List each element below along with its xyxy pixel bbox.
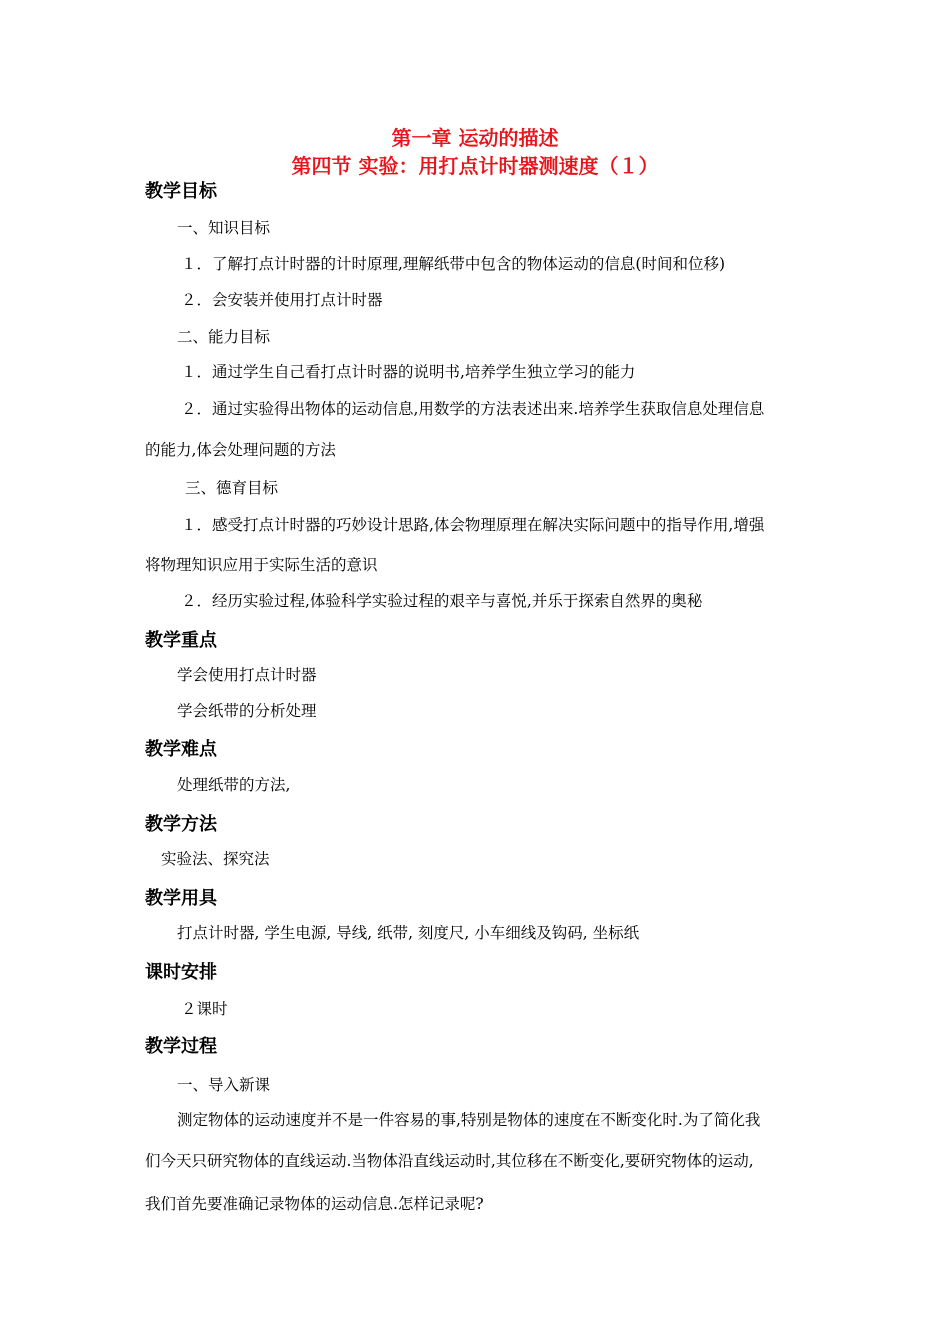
chapter-title: 第一章 运动的描述 bbox=[391, 126, 559, 150]
ability-item-continued: 的能力,体会处理问题的方法 bbox=[145, 441, 336, 459]
ability-item: １．通过学生自己看打点计时器的说明书,培养学生独立学习的能力 bbox=[181, 363, 636, 381]
intro-paragraph-line: 们今天只研究物体的直线运动.当物体沿直线运动时,其位移在不断变化,要研究物体的运动, bbox=[145, 1152, 754, 1170]
key-point-item: 学会使用打点计时器 bbox=[177, 666, 317, 684]
tools-heading: 教学用具 bbox=[145, 888, 217, 909]
ability-item: ２．通过实验得出物体的运动信息,用数学的方法表述出来.培养学生获取信息处理信息 bbox=[181, 400, 765, 418]
moral-item: １．感受打点计时器的巧妙设计思路,体会物理原理在解决实际问题中的指导作用,增强 bbox=[181, 516, 765, 534]
knowledge-heading: 一、知识目标 bbox=[177, 219, 271, 237]
intro-paragraph-line: 我们首先要准确记录物体的运动信息.怎样记录呢? bbox=[145, 1195, 484, 1213]
key-points-heading: 教学重点 bbox=[145, 630, 217, 651]
ability-heading: 二、能力目标 bbox=[177, 328, 271, 346]
intro-heading: 一、导入新课 bbox=[177, 1076, 271, 1094]
intro-paragraph-line: 测定物体的运动速度并不是一件容易的事,特别是物体的速度在不断变化时.为了简化我 bbox=[177, 1111, 761, 1129]
difficulty-item: 处理纸带的方法, bbox=[177, 776, 291, 794]
section-title: 第四节 实验：用打点计时器测速度（１） bbox=[291, 154, 659, 178]
key-point-item: 学会纸带的分析处理 bbox=[177, 702, 317, 720]
moral-item: ２．经历实验过程,体验科学实验过程的艰辛与喜悦,并乐于探索自然界的奥秘 bbox=[181, 592, 703, 610]
method-item: 实验法、探究法 bbox=[161, 850, 270, 868]
knowledge-item: ２．会安装并使用打点计时器 bbox=[181, 291, 383, 309]
process-heading: 教学过程 bbox=[145, 1036, 217, 1057]
moral-item-continued: 将物理知识应用于实际生活的意识 bbox=[145, 556, 378, 574]
schedule-heading: 课时安排 bbox=[145, 962, 217, 983]
difficulties-heading: 教学难点 bbox=[145, 739, 217, 760]
objectives-heading: 教学目标 bbox=[145, 181, 217, 202]
knowledge-item: １．了解打点计时器的计时原理,理解纸带中包含的物体运动的信息(时间和位移) bbox=[181, 255, 726, 273]
moral-heading: 三、德育目标 bbox=[185, 479, 279, 497]
schedule-item: ２课时 bbox=[181, 1000, 228, 1018]
tool-list: 打点计时器, 学生电源, 导线, 纸带, 刻度尺, 小车细线及钩码, 坐标纸 bbox=[177, 924, 640, 942]
methods-heading: 教学方法 bbox=[145, 814, 217, 835]
